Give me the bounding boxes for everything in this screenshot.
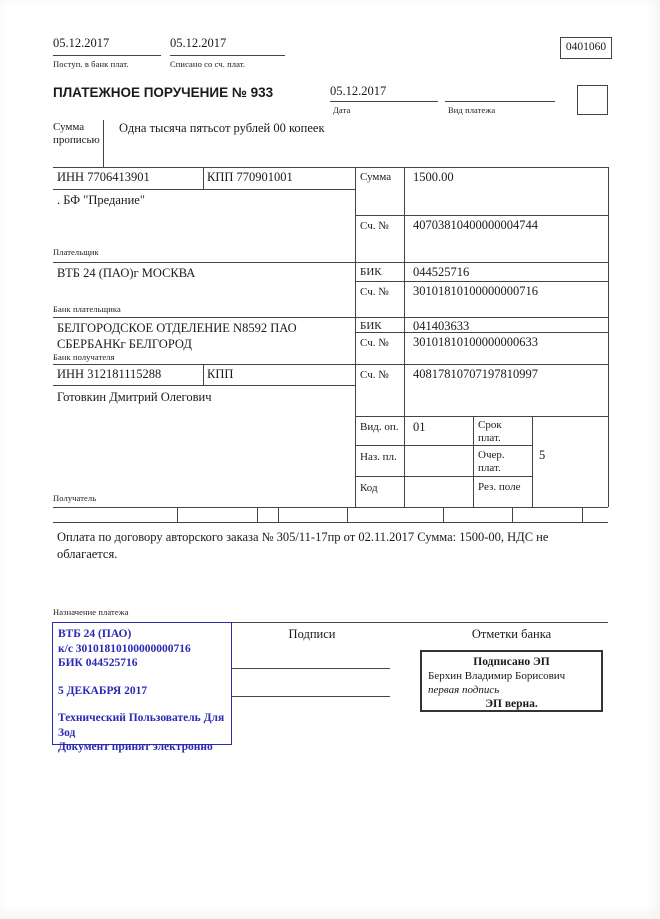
debited-from-account-label: Списано со сч. плат.: [170, 59, 246, 69]
payment-order-value: 5: [539, 448, 546, 462]
signatures-label: Подписи: [288, 627, 336, 641]
esign-stamp-name: Берхин Владимир Борисович: [428, 670, 566, 682]
bank-stamp-line: ВТБ 24 (ПАО): [58, 628, 132, 640]
table-right-border: [608, 167, 609, 507]
beneficiary-bank-name: БЕЛГОРОДСКОЕ ОТДЕЛЕНИЕ N8592 ПАО СБЕРБАНКг БЕЛГОРОД: [57, 321, 297, 351]
signature-line-2: [232, 696, 390, 697]
bank-stamp-line: БИК 044525716: [58, 657, 138, 669]
operation-block-top-rule: [355, 416, 608, 417]
payer-bank-account: 30101810100000000716: [413, 284, 538, 298]
payment-purpose-text: Оплата по договору авторского заказа № 305/11-17пр от 02.11.2017 Сумма: 1500-00, НДС не облагается.: [57, 530, 549, 561]
beneficiary-bank-section-label: Банк получателя: [53, 352, 115, 362]
payer-bank-account-label: Сч. №: [360, 286, 389, 298]
payer-inn: ИНН 7706413901: [57, 170, 150, 184]
bank-stamp-line: Документ принят электронно: [58, 741, 213, 753]
recipient-name: Готовкин Дмитрий Олегович: [57, 390, 212, 404]
received-in-bank-label: Поступ. в банк плат.: [53, 59, 129, 69]
beneficiary-bank-bottom-rule: [53, 364, 608, 365]
fields-strip-bottom-rule: [53, 522, 608, 523]
beneficiary-bank-bik-label: БИК: [360, 320, 382, 332]
esign-stamp-title: Подписано ЭП: [473, 656, 550, 668]
strip-divider-4: [347, 507, 348, 522]
bank-marks-label: Отметки банка: [471, 627, 552, 641]
payer-bank-bik: 044525716: [413, 265, 470, 279]
sum-label: Сумма: [360, 171, 392, 183]
payment-type-line: [445, 101, 555, 102]
operation-value-divider: [532, 416, 533, 507]
table-top-rule: [53, 167, 608, 168]
debited-from-account-date: 05.12.2017: [170, 36, 285, 56]
bank-stamp-line: Технический Пользователь Для Зод: [58, 712, 225, 739]
operation-type-label: Вид. оп.: [360, 421, 399, 433]
sum-value: 1500.00: [413, 170, 454, 184]
payer-bank-bik-rule: [355, 281, 608, 282]
payment-type-label: Вид платежа: [448, 105, 496, 115]
document-date: 05.12.2017: [330, 84, 438, 102]
strip-divider-2: [257, 507, 258, 522]
payer-inn-bottom-rule: [53, 189, 355, 190]
strip-divider-5: [443, 507, 444, 522]
strip-divider-3: [278, 507, 279, 522]
strip-divider-6: [512, 507, 513, 522]
payer-account: 40703810400000004744: [413, 218, 538, 232]
form-code-box: 0401060: [560, 37, 612, 59]
amount-in-words: Одна тысяча пятьсот рублей 00 копеек: [119, 121, 325, 135]
document-title: ПЛАТЕЖНОЕ ПОРУЧЕНИЕ № 933: [53, 85, 274, 100]
beneficiary-bank-account-label: Сч. №: [360, 337, 389, 349]
payment-purpose-section-label: Назначение платежа: [53, 607, 129, 617]
beneficiary-bank-bik-rule: [355, 332, 608, 333]
payer-bank-section-label: Банк плательщика: [53, 304, 121, 314]
date-label: Дата: [333, 105, 351, 115]
sum-row-bottom-rule: [355, 215, 608, 216]
payer-bottom-rule: [53, 262, 608, 263]
recipient-account: 40817810707197810997: [413, 367, 538, 381]
recipient-account-label: Сч. №: [360, 369, 389, 381]
payer-bank-name: ВТБ 24 (ПАО)г МОСКВА: [57, 266, 196, 280]
recipient-inn-bottom-rule: [53, 385, 355, 386]
recipient-section-label: Получатель: [53, 493, 97, 503]
operation-row1-rule: [355, 445, 532, 446]
received-in-bank-date: 05.12.2017: [53, 36, 161, 56]
payer-kpp: КПП 770901001: [207, 170, 293, 184]
bank-stamp-line: к/с 30101810100000000716: [58, 642, 191, 655]
payer-account-label: Сч. №: [360, 220, 389, 232]
amount-words-label: Сумма прописью: [53, 121, 100, 146]
beneficiary-bank-account: 30101810100000000633: [413, 335, 538, 349]
electronic-signature-stamp: [420, 650, 603, 712]
recipient-kpp-label: КПП: [207, 367, 234, 381]
payment-type-box: [577, 85, 608, 115]
strip-divider-1: [177, 507, 178, 522]
amount-words-divider: [103, 120, 104, 167]
purpose-code-label: Наз. пл.: [360, 451, 397, 463]
payer-section-label: Плательщик: [53, 247, 99, 257]
esign-stamp-verified: ЭП верна.: [485, 698, 538, 710]
recipient-inn-kpp-divider: [203, 364, 204, 385]
payment-term-label: Срок плат.: [478, 419, 502, 444]
bank-acceptance-stamp: [52, 622, 232, 753]
esign-stamp-role: первая подпись: [428, 684, 500, 696]
strip-divider-7: [582, 507, 583, 522]
operation-row2-rule: [355, 476, 532, 477]
beneficiary-bank-bik: 041403633: [413, 319, 470, 333]
payer-name: . БФ "Предание": [57, 193, 145, 207]
signature-line-1: [232, 668, 390, 669]
recipient-bottom-rule: [53, 507, 608, 508]
payer-bank-bottom-rule: [53, 317, 608, 318]
operation-type-value: 01: [413, 420, 426, 434]
recipient-inn: ИНН 312181115288: [57, 367, 162, 381]
bank-stamp-line: 5 ДЕКАБРЯ 2017: [58, 684, 148, 697]
reserve-field-label: Рез. поле: [478, 481, 521, 493]
payer-bank-bik-label: БИК: [360, 266, 382, 278]
main-column-divider: [355, 167, 356, 507]
operation-term-divider: [473, 416, 474, 507]
code-label: Код: [360, 482, 378, 494]
label-column-divider: [404, 167, 405, 507]
payment-order-label: Очер. плат.: [478, 449, 505, 474]
payer-inn-kpp-divider: [203, 167, 204, 189]
